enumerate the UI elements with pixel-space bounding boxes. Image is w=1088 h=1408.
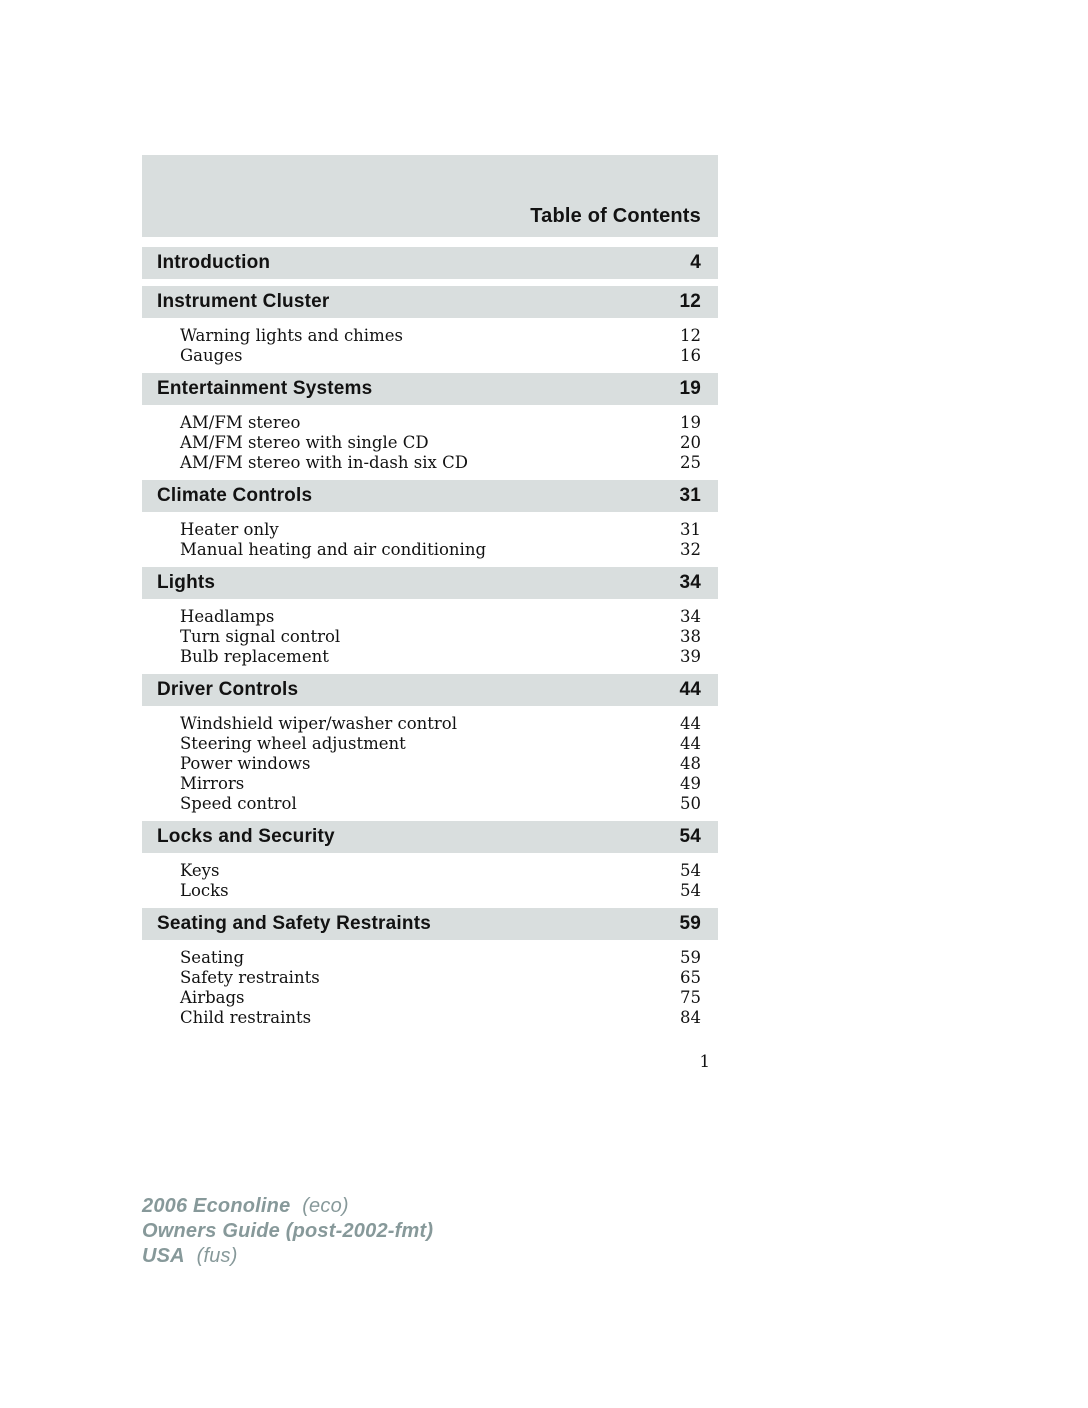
- toc-section-lights: [142, 567, 718, 667]
- subitem-label: Mirrors: [180, 774, 245, 793]
- subitem-page-number: 54: [680, 861, 701, 880]
- subitem-page-number: 54: [680, 881, 701, 900]
- subitem-page-number: 34: [680, 607, 701, 626]
- subitem-page-number: 49: [680, 774, 701, 793]
- footer-model-line: [142, 1194, 433, 1219]
- subitem-page-number: 38: [680, 627, 701, 646]
- toc-subitem: [142, 881, 718, 901]
- toc-section-introduction: [142, 247, 718, 279]
- subitem-label: Speed control: [180, 794, 297, 813]
- subitem-page-number: 59: [680, 948, 701, 967]
- section-bar: [142, 286, 718, 318]
- subitem-label: Manual heating and air conditioning: [180, 540, 487, 559]
- footer-region-code: (fus): [196, 1245, 238, 1267]
- section-title: Entertainment Systems: [157, 378, 373, 399]
- subitem-label: Windshield wiper/washer control: [180, 714, 458, 733]
- section-items: [142, 599, 718, 667]
- subitem-page-number: 65: [680, 968, 701, 987]
- subitem-page-number: 31: [680, 520, 701, 539]
- subitem-label: Headlamps: [180, 607, 275, 626]
- subitem-label: Airbags: [180, 988, 245, 1007]
- subitem-label: AM/FM stereo: [180, 413, 301, 432]
- subitem-label: Keys: [180, 861, 220, 880]
- footer-region-bold: USA: [142, 1245, 185, 1267]
- footer-region-line: [142, 1244, 433, 1269]
- subitem-page-number: 39: [680, 647, 701, 666]
- subitem-page-number: 50: [680, 794, 701, 813]
- toc-subitem: [142, 647, 718, 667]
- subitem-label: Seating: [180, 948, 245, 967]
- section-bar: [142, 567, 718, 599]
- toc-subitem: [142, 433, 718, 453]
- section-bar: [142, 908, 718, 940]
- subitem-label: Power windows: [180, 754, 311, 773]
- section-items: [142, 940, 718, 1028]
- section-page-number: 54: [679, 826, 701, 847]
- section-title: Driver Controls: [157, 679, 299, 700]
- page-number: 1: [699, 1052, 710, 1071]
- section-items: [142, 405, 718, 473]
- section-title: Locks and Security: [157, 826, 335, 847]
- document-footer: [142, 1194, 433, 1269]
- section-page-number: 34: [679, 572, 701, 593]
- subitem-label: AM/FM stereo with single CD: [180, 433, 429, 452]
- subitem-label: Bulb replacement: [180, 647, 329, 666]
- toc-subitem: [142, 540, 718, 560]
- toc-section-seating-and-safety-restraints: [142, 908, 718, 1028]
- toc-subitem: [142, 968, 718, 988]
- toc-header-band: [142, 155, 718, 237]
- footer-model-bold: 2006 Econoline: [142, 1195, 291, 1217]
- subitem-label: Turn signal control: [180, 627, 341, 646]
- footer-model-code: (eco): [302, 1195, 349, 1217]
- section-title: Introduction: [157, 252, 271, 273]
- section-items: [142, 853, 718, 901]
- subitem-page-number: 32: [680, 540, 701, 559]
- subitem-page-number: 48: [680, 754, 701, 773]
- toc-subitem: [142, 988, 718, 1008]
- toc-subitem: [142, 861, 718, 881]
- footer-guide-bold: Owners Guide (post-2002-fmt): [142, 1220, 434, 1242]
- subitem-page-number: 75: [680, 988, 701, 1007]
- page-title: Table of Contents: [530, 205, 701, 227]
- toc-subitem: [142, 774, 718, 794]
- subitem-page-number: 12: [680, 326, 701, 345]
- toc-section-locks-and-security: [142, 821, 718, 901]
- subitem-label: Warning lights and chimes: [180, 326, 403, 345]
- section-bar: [142, 480, 718, 512]
- section-page-number: 59: [679, 913, 701, 934]
- subitem-label: Steering wheel adjustment: [180, 734, 406, 753]
- toc-subitem: [142, 754, 718, 774]
- toc-subitem: [142, 1008, 718, 1028]
- section-bar: [142, 674, 718, 706]
- toc-subitem: [142, 326, 718, 346]
- section-items: [142, 318, 718, 366]
- toc-section-driver-controls: [142, 674, 718, 814]
- toc-section-instrument-cluster: [142, 286, 718, 366]
- subitem-label: AM/FM stereo with in-dash six CD: [180, 453, 468, 472]
- footer-guide-line: [142, 1219, 433, 1244]
- toc-subitem: [142, 453, 718, 473]
- toc-subitem: [142, 346, 718, 366]
- section-title: Seating and Safety Restraints: [157, 913, 431, 934]
- toc-section-climate-controls: [142, 480, 718, 560]
- section-bar: [142, 821, 718, 853]
- subitem-page-number: 19: [680, 413, 701, 432]
- section-page-number: 4: [690, 252, 701, 273]
- subitem-label: Child restraints: [180, 1008, 312, 1027]
- section-page-number: 19: [679, 378, 701, 399]
- subitem-page-number: 44: [680, 734, 701, 753]
- section-page-number: 44: [679, 679, 701, 700]
- section-items: [142, 706, 718, 814]
- section-items: [142, 512, 718, 560]
- toc-section-entertainment-systems: [142, 373, 718, 473]
- section-page-number: 12: [679, 291, 701, 312]
- subitem-page-number: 25: [680, 453, 701, 472]
- subitem-label: Locks: [180, 881, 229, 900]
- section-title: Lights: [157, 572, 216, 593]
- subitem-label: Gauges: [180, 346, 243, 365]
- subitem-page-number: 84: [680, 1008, 701, 1027]
- subitem-label: Safety restraints: [180, 968, 320, 987]
- section-title: Climate Controls: [157, 485, 313, 506]
- subitem-page-number: 44: [680, 714, 701, 733]
- section-title: Instrument Cluster: [157, 291, 330, 312]
- subitem-label: Heater only: [180, 520, 279, 539]
- subitem-page-number: 16: [680, 346, 701, 365]
- toc-subitem: [142, 520, 718, 540]
- toc-subitem: [142, 794, 718, 814]
- toc-subitem: [142, 714, 718, 734]
- toc-subitem: [142, 607, 718, 627]
- toc-subitem: [142, 948, 718, 968]
- toc-subitem: [142, 734, 718, 754]
- toc-subitem: [142, 413, 718, 433]
- section-page-number: 31: [679, 485, 701, 506]
- toc-page: [142, 155, 718, 1071]
- subitem-page-number: 20: [680, 433, 701, 452]
- toc-subitem: [142, 627, 718, 647]
- section-bar: [142, 247, 718, 279]
- section-bar: [142, 373, 718, 405]
